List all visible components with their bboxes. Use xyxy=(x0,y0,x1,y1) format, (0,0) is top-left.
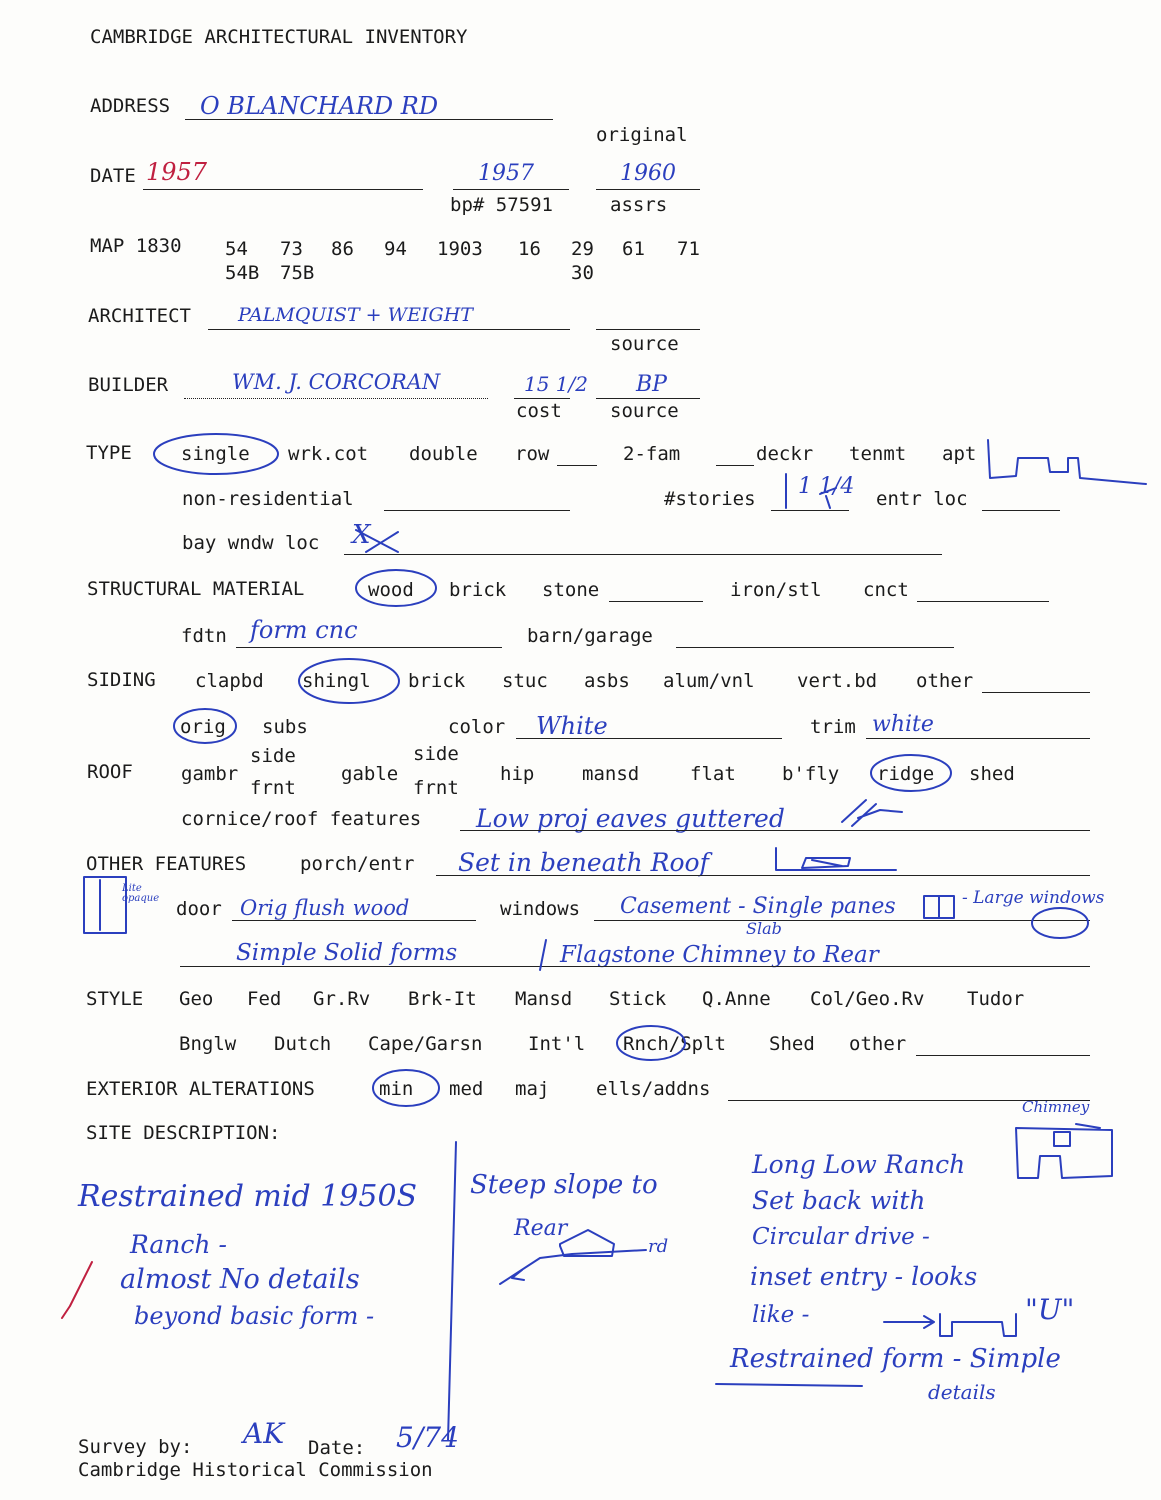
features-line3-left: Simple Solid forms xyxy=(236,940,458,966)
map-year: 94 xyxy=(384,238,407,260)
siding-option-shingl: shingl xyxy=(302,670,371,692)
style-option: Col/Geo.Rv xyxy=(810,988,925,1010)
circle-single xyxy=(154,434,278,474)
style-option: Bnglw xyxy=(179,1033,237,1055)
circle-ctr xyxy=(1032,908,1088,938)
roof-frnt-label: frnt xyxy=(250,777,296,799)
fdtn-value: form cnc xyxy=(250,616,358,644)
builder-label: BUILDER xyxy=(88,374,169,396)
porch-value: Set in beneath Roof xyxy=(458,848,709,877)
survey-date-value: 5/74 xyxy=(396,1421,459,1454)
alterations-option: maj xyxy=(515,1078,550,1100)
siding-option: asbs xyxy=(584,670,630,692)
builder-cost: 15 1/2 xyxy=(524,372,588,396)
map-sub: 75B xyxy=(280,262,315,284)
chimney-plan-icon xyxy=(1016,1124,1112,1178)
stories-mark xyxy=(786,474,836,508)
roof-option: b'fly xyxy=(782,763,840,785)
cornice-value: Low proj eaves guttered xyxy=(476,804,785,833)
builder-value: WM. J. CORCORAN xyxy=(232,370,441,394)
site-middle-line: Steep slope to xyxy=(470,1170,658,1200)
style-option-rnch: Rnch/Splt xyxy=(623,1033,726,1055)
siding-option: clapbd xyxy=(195,670,264,692)
trim-value: white xyxy=(872,712,934,737)
type-option: apt xyxy=(942,443,977,465)
structural-label: STRUCTURAL MATERIAL xyxy=(87,578,305,600)
subs-option: subs xyxy=(262,716,308,738)
color-value: White xyxy=(536,712,608,740)
map-sub: 30 xyxy=(571,262,594,284)
gutter-mark xyxy=(842,800,902,826)
form-title: CAMBRIDGE ARCHITECTURAL INVENTORY xyxy=(90,26,468,48)
roof-side-label: side xyxy=(413,743,459,765)
red-check-mark xyxy=(62,1262,92,1318)
style-option: Mansd xyxy=(515,988,573,1010)
type-option: wrk.cot xyxy=(288,443,369,465)
u-plan-icon xyxy=(884,1314,1016,1336)
original-label: original xyxy=(596,124,688,146)
alterations-option: ells/addns xyxy=(596,1078,711,1100)
door-value: Orig flush wood xyxy=(240,896,410,920)
stories-label: #stories xyxy=(664,488,756,510)
roof-option: shed xyxy=(969,763,1015,785)
nonres-label: non-residential xyxy=(182,488,354,510)
roof-frnt-label: frnt xyxy=(413,777,459,799)
architect-label: ARCHITECT xyxy=(88,305,191,327)
map-year: 16 xyxy=(518,238,541,260)
map-year: 71 xyxy=(677,238,700,260)
porch-label: porch/entr xyxy=(300,853,415,875)
survey-label: Survey by: xyxy=(78,1436,193,1458)
structural-option-wood: wood xyxy=(368,579,414,601)
stories-value: 1 1/4 xyxy=(798,474,855,499)
date-label: DATE xyxy=(90,165,136,187)
map-label: MAP 1830 xyxy=(90,235,182,257)
roof-option: mansd xyxy=(582,763,640,785)
map-year: 1903 xyxy=(437,238,483,260)
assrs-year: 1960 xyxy=(620,161,676,186)
roof-option: flat xyxy=(690,763,736,785)
site-right-line: Long Low Ranch xyxy=(752,1150,966,1179)
survey-date-label: Date: xyxy=(308,1437,366,1459)
type-option: 2-fam xyxy=(623,443,681,465)
trim-label: trim xyxy=(810,716,856,738)
circle-min xyxy=(373,1070,439,1106)
assrs-label: assrs xyxy=(610,194,668,216)
siding-option: alum/vnl xyxy=(663,670,755,692)
style-option: Q.Anne xyxy=(702,988,771,1010)
type-option: row xyxy=(515,443,550,465)
map-year: 61 xyxy=(622,238,645,260)
site-right-line: inset entry - looks xyxy=(750,1262,978,1291)
siding-option: vert.bd xyxy=(797,670,878,692)
bay-x-mark xyxy=(356,530,398,552)
address-value: O BLANCHARD RD xyxy=(200,92,439,120)
circle-orig xyxy=(174,709,236,743)
structural-option: stone xyxy=(542,579,600,601)
site-left-line: beyond basic form - xyxy=(134,1302,375,1330)
map-year: 73 xyxy=(280,238,303,260)
style-option: Geo xyxy=(179,988,214,1010)
builder-source: BP xyxy=(636,372,667,397)
site-right-line: Circular drive - xyxy=(752,1224,930,1250)
alterations-option-min: min xyxy=(379,1078,414,1100)
roof-side-label: side xyxy=(250,745,296,767)
map-year: 54 xyxy=(225,238,248,260)
slab-note: Slab xyxy=(746,919,782,938)
structural-option: cnct xyxy=(863,579,909,601)
siding-option: brick xyxy=(408,670,466,692)
window-box-icon xyxy=(924,896,954,918)
address-label: ADDRESS xyxy=(90,95,171,117)
site-right-line: Restrained form - Simple xyxy=(730,1344,1061,1374)
circle-wood xyxy=(356,570,436,606)
roof-option: gambr xyxy=(181,763,239,785)
date-value: 1957 xyxy=(146,158,208,186)
siding-option: stuc xyxy=(502,670,548,692)
windows-label: windows xyxy=(500,898,581,920)
barn-label: barn/garage xyxy=(527,625,653,647)
structural-option: brick xyxy=(449,579,507,601)
site-right-line: Set back with xyxy=(752,1186,926,1215)
features-line3-right: Flagstone Chimney to Rear xyxy=(560,942,879,968)
siding-label: SIDING xyxy=(87,669,156,691)
style-option: Int'l xyxy=(528,1033,586,1055)
bp-label: bp# 57591 xyxy=(450,194,553,216)
site-left-line: almost No details xyxy=(120,1264,360,1295)
slope-sketch-icon xyxy=(500,1230,646,1284)
architect-value: PALMQUIST + WEIGHT xyxy=(238,304,473,326)
roof-option: hip xyxy=(500,763,535,785)
survey-value: AK xyxy=(243,1417,285,1450)
door-note: Lite opaque xyxy=(122,883,160,904)
site-right-line: "U" xyxy=(1025,1293,1075,1326)
style-option: Shed xyxy=(769,1033,815,1055)
site-left-line: Restrained mid 1950S xyxy=(78,1179,418,1214)
entr-loc-label: entr loc xyxy=(876,488,968,510)
map-year: 29 xyxy=(571,238,594,260)
porch-sketch-icon xyxy=(776,848,896,870)
windows-value: Casement - Single panes xyxy=(620,894,896,919)
site-middle-line: rd xyxy=(648,1236,669,1257)
circle-ridge xyxy=(871,755,951,791)
type-option-single: single xyxy=(181,443,250,465)
builder-source-label: source xyxy=(610,400,679,422)
fdtn-label: fdtn xyxy=(181,625,227,647)
circle-shingl xyxy=(299,659,399,703)
color-label: color xyxy=(448,716,506,738)
door-box-icon xyxy=(84,877,126,933)
type-label: TYPE xyxy=(86,442,132,464)
style-label: STYLE xyxy=(86,988,144,1010)
style-option: Fed xyxy=(247,988,282,1010)
orig-option: orig xyxy=(180,716,226,738)
site-middle-line: Rear xyxy=(514,1216,568,1241)
site-divider xyxy=(448,1142,456,1440)
roof-label: ROOF xyxy=(87,761,133,783)
roof-option-ridge: ridge xyxy=(877,763,935,785)
map-year: 86 xyxy=(331,238,354,260)
chimney-label: Chimney xyxy=(1022,1098,1090,1116)
map-sub: 54B xyxy=(225,262,260,284)
cost-label: cost xyxy=(516,400,562,422)
structural-option: iron/stl xyxy=(730,579,822,601)
style-option: other xyxy=(849,1033,907,1055)
commission-name: Cambridge Historical Commission xyxy=(78,1459,433,1481)
alterations-label: EXTERIOR ALTERATIONS xyxy=(86,1078,315,1100)
windows-extra: - Large windows xyxy=(962,888,1105,908)
cornice-label: cornice/roof features xyxy=(181,808,422,830)
site-right-line: details xyxy=(928,1380,996,1404)
type-option: double xyxy=(409,443,478,465)
site-right-line: like - xyxy=(752,1302,810,1328)
circle-rnch xyxy=(617,1026,685,1060)
roof-option: gable xyxy=(341,763,399,785)
type-option: deckr xyxy=(756,443,814,465)
plan-sketch-icon xyxy=(988,440,1146,484)
type-option: tenmt xyxy=(849,443,907,465)
other-features-label: OTHER FEATURES xyxy=(86,853,247,875)
style-option: Tudor xyxy=(967,988,1025,1010)
site-left-line: Ranch - xyxy=(130,1230,227,1259)
siding-option: other xyxy=(916,670,974,692)
architect-source-label: source xyxy=(610,333,679,355)
bay-window-label: bay wndw loc xyxy=(182,532,320,554)
style-option: Brk-It xyxy=(408,988,477,1010)
door-label: door xyxy=(176,898,222,920)
style-option: Gr.Rv xyxy=(313,988,371,1010)
bay-window-value: X xyxy=(352,520,371,550)
style-option: Dutch xyxy=(274,1033,332,1055)
bp-year: 1957 xyxy=(478,161,534,186)
style-option: Cape/Garsn xyxy=(368,1033,483,1055)
style-option: Stick xyxy=(609,988,667,1010)
site-label: SITE DESCRIPTION: xyxy=(86,1122,281,1144)
alterations-option: med xyxy=(449,1078,484,1100)
